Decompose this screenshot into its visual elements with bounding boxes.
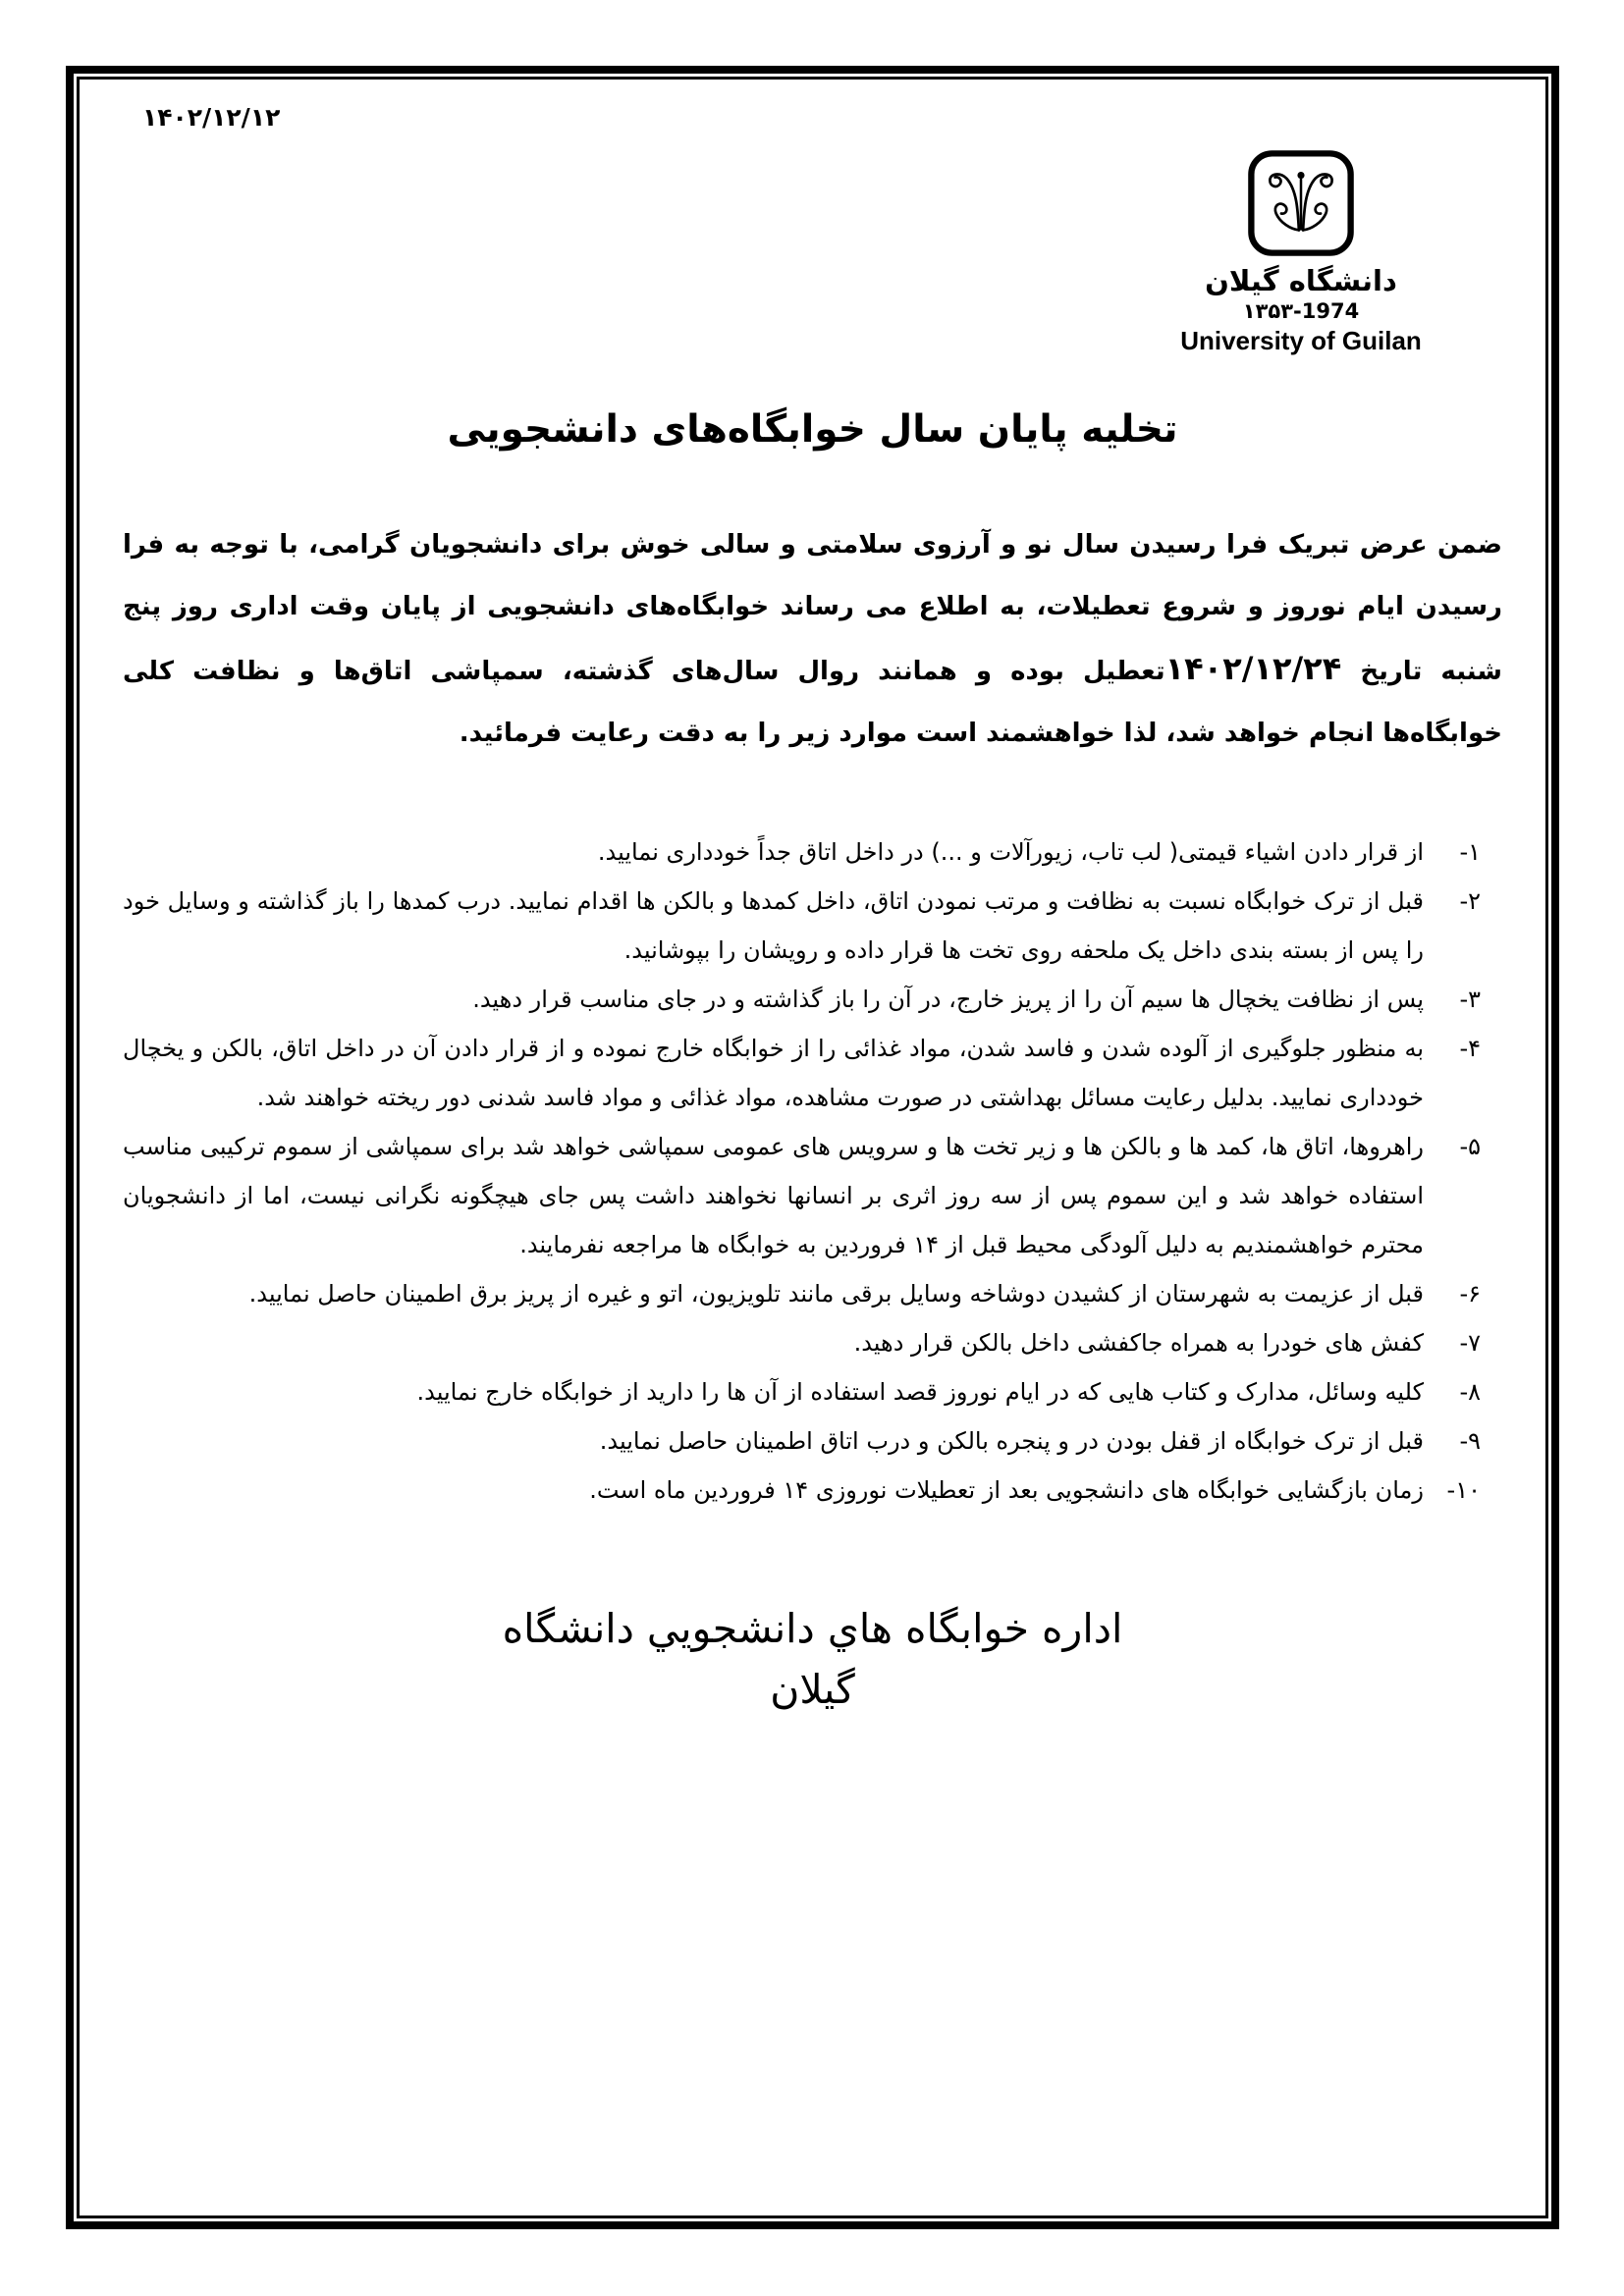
signature-department: اداره خوابگاه هاي دانشجويي دانشگاه (502, 1605, 1123, 1652)
document-date: ۱۴۰۲/۱۲/۱۲ (142, 103, 281, 132)
rule-item (123, 1367, 1481, 1416)
signature-university: گيلان (770, 1666, 855, 1713)
university-logo (1178, 146, 1424, 356)
intro-text-after-date: تعطیل بوده و همانند روال سال‌های گذشته، سمپاشی اتاق‌ها و نظافت کلی خوابگاه‌ها انجام خواهد شد، لذا خواهشمند است موارد زیر را به دقت رعایت فرمائید. (123, 657, 1502, 748)
rule-text: از قرار دادن اشیاء قیمتی( لب تاب، زیورآلات و ...) در داخل اتاق جداً خودداری نمایید. (597, 838, 1424, 866)
rule-number: ۱- (1459, 838, 1481, 866)
logo-name-en: University of Guilan (1180, 326, 1422, 355)
rule-text: پس از نظافت یخچال ها سیم آن را از پریز خارج، در آن را باز گذاشته و در جای مناسب قرار دهید. (472, 986, 1424, 1013)
rule-item (123, 1024, 1481, 1122)
rule-number: ۵- (1459, 1133, 1481, 1160)
rule-number: ۴- (1459, 1035, 1481, 1062)
rule-text: به منظور جلوگیری از آلوده شدن و فاسد شدن، مواد غذائی را از خوابگاه خارج نموده و از قرار دادن آن در داخل اتاق، بالکن و یخچال خودداری نمایید. بدلیل رعایت مسائل بهداشتی در صورت مشاهده، مواد غذائی و مواد فاسد شدنی دور ریخته خواهند شد. (123, 1035, 1424, 1111)
intro-paragraph (123, 514, 1502, 765)
rules-list (123, 828, 1502, 1515)
rule-number: ۲- (1459, 887, 1481, 915)
rule-number: ۳- (1459, 986, 1481, 1013)
rule-item (123, 1318, 1481, 1367)
rule-text: قبل از عزیمت به شهرستان از کشیدن دوشاخه وسایل برقی مانند تلویزیون، اتو و غیره از پریز برق اطمینان حاصل نمایید. (248, 1280, 1424, 1308)
page-title: تخلیه پایان سال خوابگاه‌های دانشجویی (447, 407, 1178, 452)
rule-item (123, 1466, 1481, 1515)
rule-number: ۹- (1459, 1427, 1481, 1455)
rule-text: زمان بازگشایی خوابگاه های دانشجویی بعد از تعطیلات نوروزی ۱۴ فروردین ماه است. (589, 1476, 1424, 1504)
intro-text-before-date: ضمن عرض تبریک فرا رسیدن سال نو و آرزوی سلامتی و سالی خوش برای دانشجویان گرامی، با توجه به فرا رسیدن ایام نوروز و شروع تعطیلات، به اطلاع می رساند خوابگاه‌های دانشجویی از پایان وقت اداری روز پنج شنبه تاریخ (123, 530, 1502, 686)
document-header (123, 89, 1502, 366)
rule-item (123, 975, 1481, 1024)
rule-item (123, 877, 1481, 975)
rule-number: ۱۰- (1446, 1476, 1481, 1504)
page-border (66, 66, 1559, 2229)
rule-text: قبل از ترک خوابگاه نسبت به نظافت و مرتب نمودن اتاق، داخل کمدها و بالکن ها اقدام نمایید. درب کمدها را باز گذاشته و وسایل خود را پس از بسته بندی داخل یک ملحفه روی تخت ها قرار داده و رویشان را بپوشانید. (123, 887, 1424, 964)
rule-number: ۸- (1459, 1378, 1481, 1406)
rule-text: کفش های خودرا به همراه جاکفشی داخل بالکن قرار دهید. (853, 1329, 1424, 1357)
logo-years: ۱۳۵۳-1974 (1242, 299, 1360, 323)
document-content (80, 80, 1545, 2216)
rule-text: قبل از ترک خوابگاه از قفل بودن در و پنجره بالکن و درب اتاق اطمینان حاصل نمایید. (599, 1427, 1424, 1455)
rule-item (123, 1416, 1481, 1466)
university-emblem-icon (1244, 146, 1358, 260)
rule-text: راهروها، اتاق ها، کمد ها و بالکن ها و زیر تخت ها و سرویس های عمومی سمپاشی خواهد شد برای سمپاشی از سموم ترکیبی مناسب استفاده خواهد شد و این سموم پس از سه روز اثری بر انسانها نخواهند داشت پس جای هیچگونه نگرانی نیست، اما از دانشجویان محترم خواهشمندیم به دلیل آلودگی محیط قبل از ۱۴ فروردین به خوابگاه ها مراجعه نفرمایند. (123, 1133, 1424, 1258)
rule-item (123, 1269, 1481, 1318)
page-border-inner (77, 77, 1548, 2218)
rule-number: ۶- (1459, 1280, 1481, 1308)
rule-text: کلیه وسائل، مدارک و کتاب هایی که در ایام نوروز قصد استفاده از آن ها را دارید از خوابگاه خارج نمایید. (416, 1378, 1424, 1406)
rule-number: ۷- (1459, 1329, 1481, 1357)
signature-block (123, 1605, 1502, 1713)
closure-date: ۱۴۰۲/۱۲/۲۴ (1164, 650, 1342, 687)
rule-item (123, 828, 1481, 877)
logo-calligraphy: دانشگاه گیلان (1205, 264, 1397, 297)
rule-item (123, 1122, 1481, 1269)
